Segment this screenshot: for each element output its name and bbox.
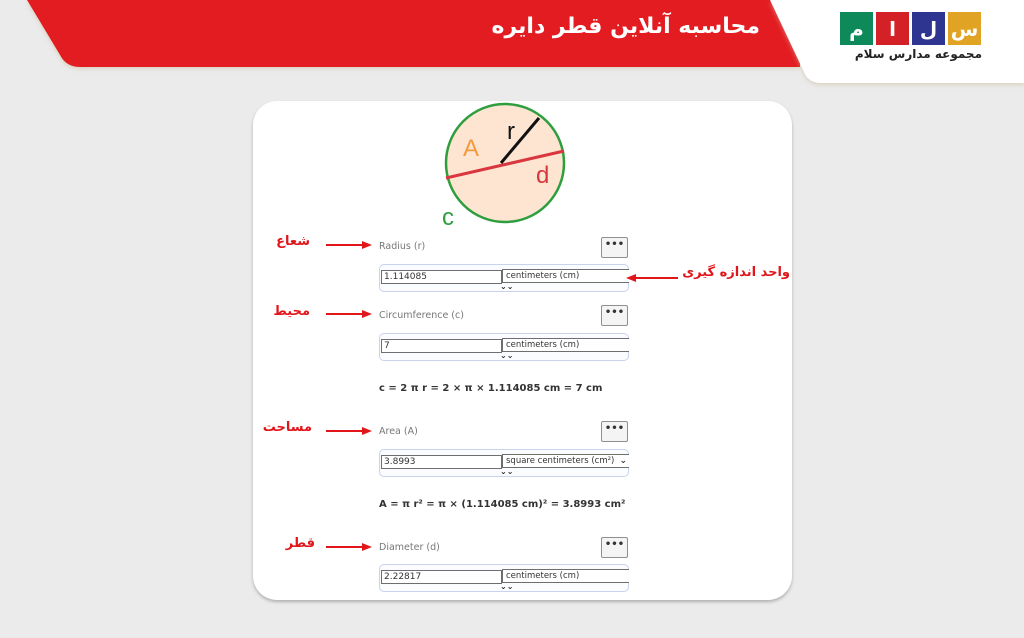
arrow-right-icon — [326, 309, 372, 319]
swap-chevrons-icon[interactable]: ⌄⌄ — [500, 282, 514, 291]
annotation-unit: واحد اندازه گیری — [682, 265, 790, 280]
radius-unit-text: centimeters (cm) — [506, 271, 580, 281]
area-label-text: Area (A) — [379, 426, 418, 437]
arrow-right-icon — [326, 240, 372, 250]
swap-chevrons-icon[interactable]: ⌄⌄ — [500, 351, 514, 360]
circumference-input-row — [379, 333, 629, 361]
circle-diagram — [438, 101, 578, 226]
diameter-label: d — [536, 162, 550, 189]
circumference-more-button[interactable]: ••• — [601, 305, 628, 326]
area-formula: A = π r² = π × (1.114085 cm)² = 3.8993 cm² — [379, 499, 626, 510]
diameter-more-button[interactable]: ••• — [601, 537, 628, 558]
radius-unit-select[interactable] — [502, 269, 629, 283]
chevron-down-icon: ⌄ — [619, 456, 627, 466]
radius-label: r — [507, 118, 515, 145]
circumference-unit-text: centimeters (cm) — [506, 340, 580, 350]
calculator-card — [253, 101, 792, 600]
annotation-radius: شعاع — [276, 234, 310, 249]
logo-tile-sin: س — [948, 12, 981, 45]
diameter-input-row — [379, 564, 629, 592]
logo — [840, 12, 985, 62]
arrow-left-icon — [626, 273, 678, 283]
radius-more-button[interactable]: ••• — [601, 237, 628, 258]
annotation-circumference: محیط — [273, 304, 310, 319]
diameter-unit-select[interactable] — [502, 569, 629, 583]
arrow-right-icon — [326, 542, 372, 552]
header-banner — [0, 0, 1024, 90]
annotation-diameter: قطر — [285, 536, 315, 551]
logo-tile-lam: ل — [912, 12, 945, 45]
radius-value-input[interactable]: 1.114085 — [381, 270, 502, 284]
logo-tile-mim: م — [840, 12, 873, 45]
area-input-row — [379, 449, 629, 477]
circumference-unit-select[interactable] — [502, 338, 629, 352]
logo-caption: مجموعه مدارس سلام — [854, 47, 982, 61]
area-unit-text: square centimeters (cm²) — [506, 456, 615, 466]
area-more-button[interactable]: ••• — [601, 421, 628, 442]
circumference-value-input[interactable]: 7 — [381, 339, 502, 353]
radius-label-text: Radius (r) — [379, 241, 426, 252]
circumference-label-text: Circumference (c) — [379, 310, 464, 321]
logo-tile-alef: ا — [876, 12, 909, 45]
radius-input-row — [379, 264, 629, 292]
swap-chevrons-icon[interactable]: ⌄⌄ — [500, 582, 514, 591]
diameter-unit-text: centimeters (cm) — [506, 571, 580, 581]
diameter-label-text: Diameter (d) — [379, 542, 440, 553]
annotation-area: مساحت — [262, 420, 312, 435]
swap-chevrons-icon[interactable]: ⌄⌄ — [500, 467, 514, 476]
page-title: محاسبه آنلاین قطر دایره — [491, 14, 760, 39]
circumference-formula: c = 2 π r = 2 × π × 1.114085 cm = 7 cm — [379, 383, 603, 394]
area-label: A — [463, 135, 480, 162]
area-value-input[interactable]: 3.8993 — [381, 455, 502, 469]
area-unit-select[interactable] — [502, 454, 629, 468]
arrow-right-icon — [326, 426, 372, 436]
diameter-value-input[interactable]: 2.22817 — [381, 570, 502, 584]
circumference-label: c — [442, 204, 454, 226]
